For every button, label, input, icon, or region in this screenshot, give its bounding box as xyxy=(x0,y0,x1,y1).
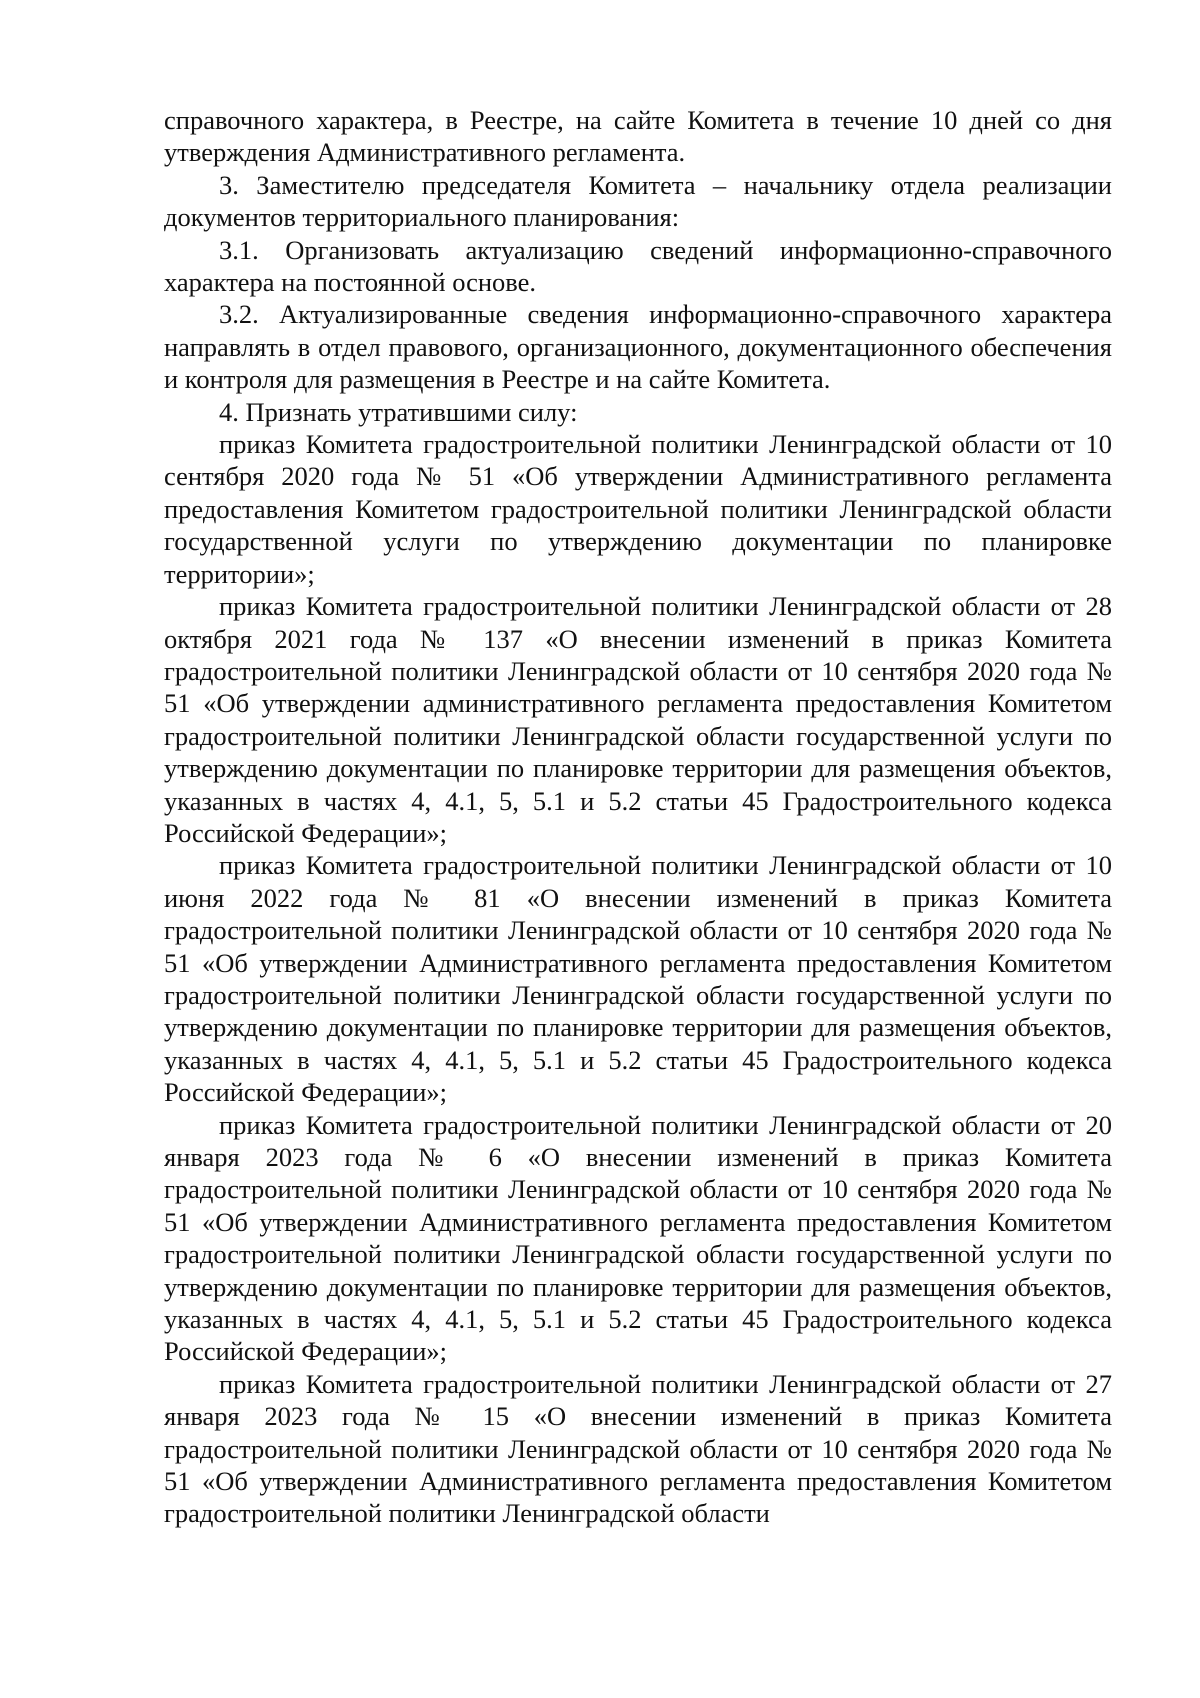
paragraph-item-3-1: 3.1. Организовать актуализацию сведений информационно-справочного характера на постоянной основе. xyxy=(164,234,1112,298)
paragraph-order-6: приказ Комитета градостроительной политики Ленинградской области от 20 января 2023 года № 6 «О внесении изменений в приказ Комитета градостроительной политики Ленинградской области от 10 сентября 2020 года № 51 «Об утверждении Административного регламента предоставления Комитетом градостроительной политики Ленинградской области государственной услуги по утверждению документации по планировке территории для размещения объектов, указанных в частях 4, 4.1, 5, 5.1 и 5.2 статьи 45 Градостроительного кодекса Российской Федерации»; xyxy=(164,1109,1112,1367)
paragraph-item-4: 4. Признать утратившими силу: xyxy=(219,396,578,427)
paragraph-order-15: приказ Комитета градостроительной политики Ленинградской области от 27 января 2023 года № 15 «О внесении изменений в приказ Комитета градостроительной политики Ленинградской области от 10 сентября 2020 года № 51 «Об утверждении Административного регламента предоставления Комитетом градостроительной политики Ленинградской области xyxy=(164,1368,1112,1529)
paragraph-item-3-2: 3.2. Актуализированные сведения информационно-справочного характера направлять в отдел правового, организационного, документационного обеспечения и контроля для размещения в Реестре и на сайте Комитета. xyxy=(164,299,1112,395)
paragraph-order-137: приказ Комитета градостроительной политики Ленинградской области от 28 октября 2021 года № 137 «О внесении изменений в приказ Комитета градостроительной политики Ленинградской области от 10 сентября 2020 года № 51 «Об утверждении административного регламента предоставления Комитетом градостроительной политики Ленинградской области государственной услуги по утверждению документации по планировке территории для размещения объектов, указанных в частях 4, 4.1, 5, 5.1 и 5.2 статьи 45 Градостроительного кодекса Российской Федерации»; xyxy=(164,591,1112,848)
paragraph-order-81: приказ Комитета градостроительной политики Ленинградской области от 10 июня 2022 года № 81 «О внесении изменений в приказ Комитета градостроительной политики Ленинградской области от 10 сентября 2020 года № 51 «Об утверждении Административного регламента предоставления Комитетом градостроительной политики Ленинградской области государственной услуги по утверждению документации по планировке территории для размещения объектов, указанных в частях 4, 4.1, 5, 5.1 и 5.2 статьи 45 Градостроительного кодекса Российской Федерации»; xyxy=(164,850,1112,1108)
paragraph-order-51: приказ Комитета градостроительной политики Ленинградской области от 10 сентября 2020 года № 51 «Об утверждении Административного регламента предоставления Комитетом градостроительной политики Ленинградской области государственной услуги по утверждению документации по планировке территории»; xyxy=(164,429,1112,589)
document-body xyxy=(164,104,1112,1530)
paragraph-continuation: справочного характера, в Реестре, на сайте Комитета в течение 10 дней со дня утверждения Административного регламента. xyxy=(164,105,1112,168)
paragraph-item-3: 3. Заместителю председателя Комитета – начальнику отдела реализации документов территориального планирования: xyxy=(164,169,1112,233)
